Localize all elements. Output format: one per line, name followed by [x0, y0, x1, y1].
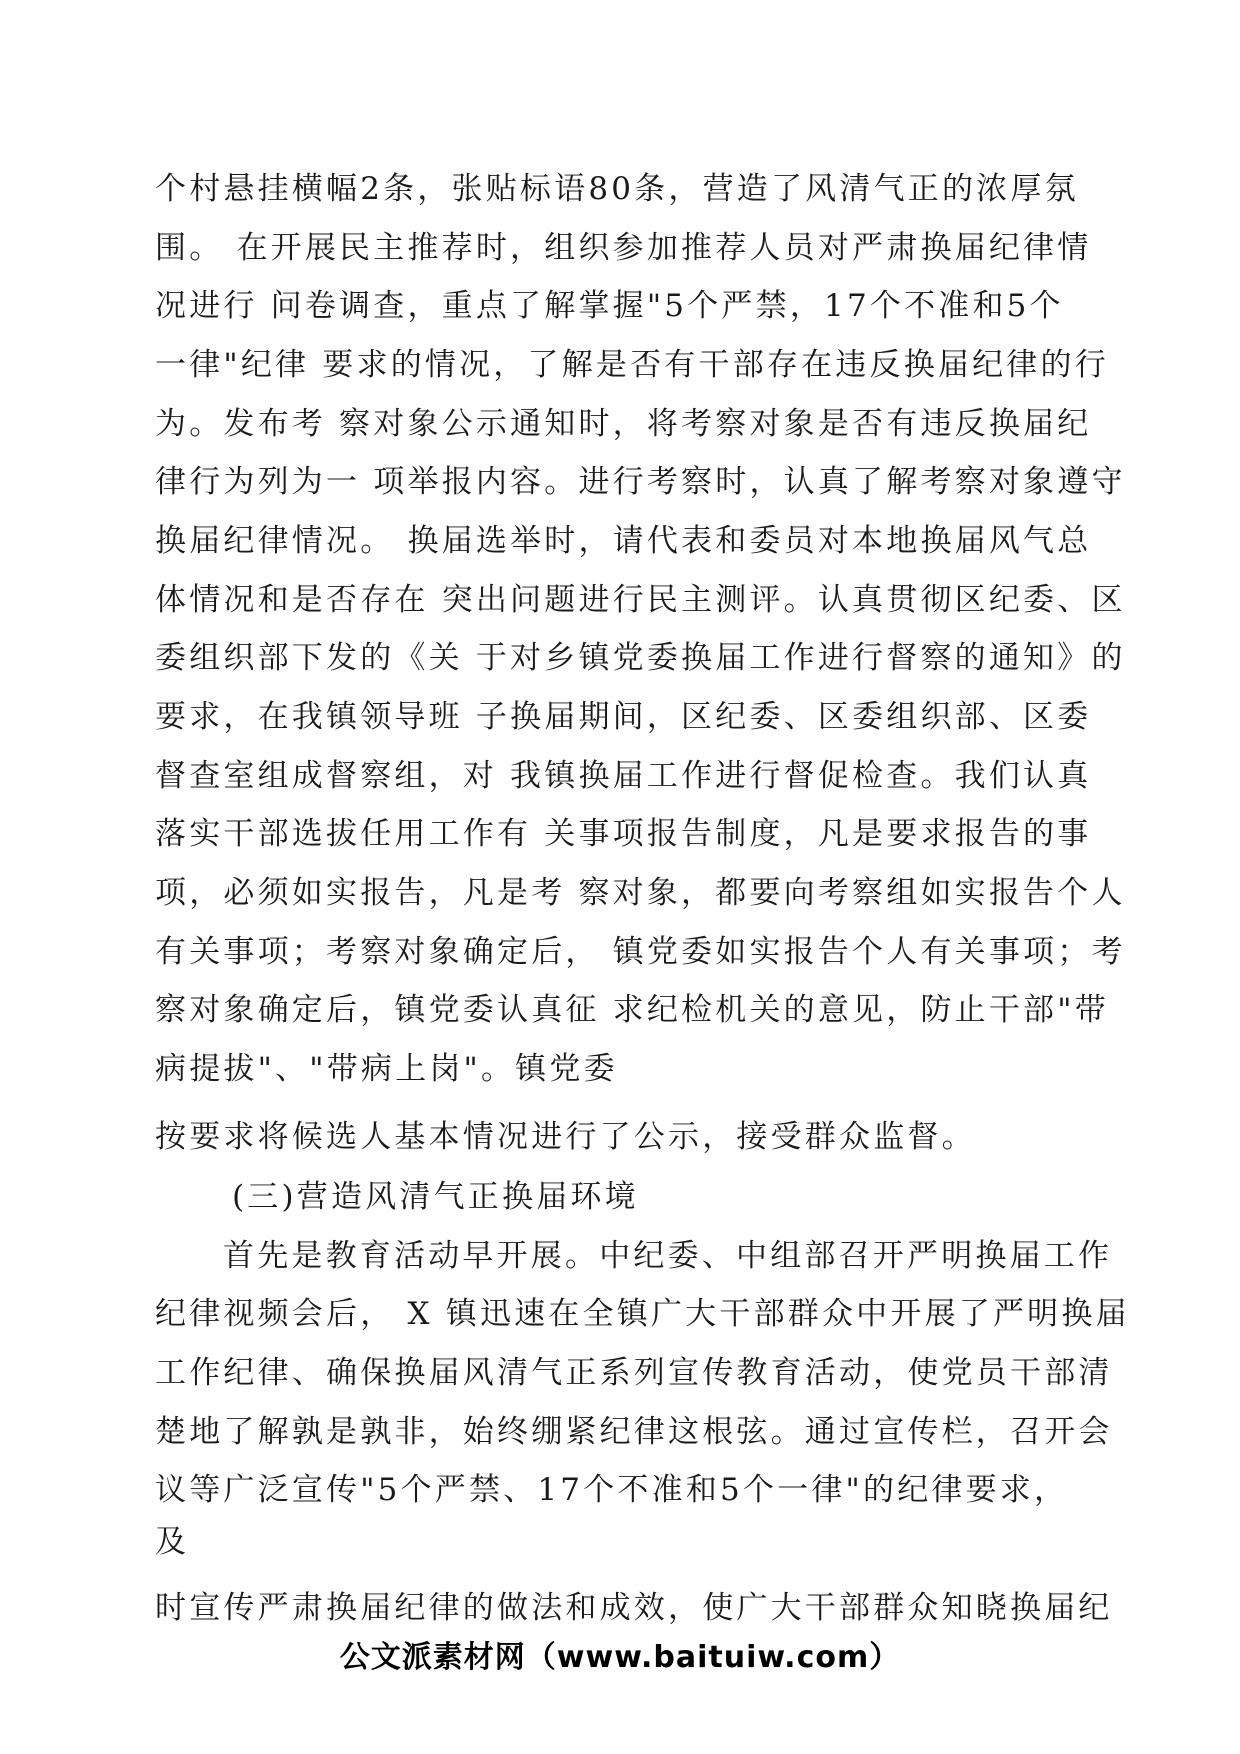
body-line-20: 纪律视频会后， X 镇迅速在全镇广大干部群众中开展了严明换届 — [155, 1296, 1130, 1332]
footer-watermark: 公文派素材网（www.baituiw.com） — [339, 1640, 901, 1675]
body-line-2: 围。 在开展民主推荐时，组织参加推荐人员对严肃换届纪律情 — [155, 230, 1092, 266]
section-heading: (三)营造风清气正换届环境 — [232, 1179, 639, 1215]
body-line-17: 按要求将候选人基本情况进行了公示，接受群众监督。 — [155, 1119, 976, 1155]
body-line-22: 楚地了解孰是孰非，始终绷紧纪律这根弦。通过宣传栏，召开会 — [155, 1414, 1113, 1450]
body-line-6: 律行为列为一 项举报内容。进行考察时，认真了解考察对象遵守 — [155, 464, 1126, 500]
body-line-16: 病提拔"、"带病上岗"。镇党委 — [155, 1051, 618, 1087]
body-line-5: 为。发布考 察对象公示通知时，将考察对象是否有违反换届纪 — [155, 406, 1092, 442]
body-line-9: 委组织部下发的《关 于对乡镇党委换届工作进行督察的通知》的 — [155, 640, 1126, 676]
body-line-7: 换届纪律情况。 换届选举时，请代表和委员对本地换届风气总 — [155, 523, 1092, 559]
body-line-8: 体情况和是否存在 突出问题进行民主测评。认真贯彻区纪委、区 — [155, 582, 1126, 618]
body-line-23: 议等广泛宣传"5个严禁、17个不准和5个一律"的纪律要求， — [155, 1472, 1069, 1508]
body-line-21: 工作纪律、确保换届风清气正系列宣传教育活动，使党员干部清 — [155, 1355, 1113, 1391]
body-line-1: 个村悬挂横幅2条，张贴标语80条，营造了风清气正的浓厚氛 — [155, 171, 1079, 207]
body-line-3: 况进行 问卷调查，重点了解掌握"5个严禁，17个不准和5个 — [155, 288, 1064, 324]
body-line-14: 有关事项；考察对象确定后， 镇党委如实报告个人有关事项；考 — [155, 934, 1126, 970]
body-line-13: 项，必须如实报告，凡是考 察对象，都要向考察组如实报告个人 — [155, 875, 1126, 911]
body-line-4: 一律"纪律 要求的情况，了解是否有干部存在违反换届纪律的行 — [155, 347, 1109, 383]
body-line-10: 要求，在我镇领导班 子换届期间，区纪委、区委组织部、区委 — [155, 699, 1092, 735]
body-line-15: 察对象确定后，镇党委认真征 求纪检机关的意见，防止干部"带 — [155, 992, 1109, 1028]
body-line-24: 及 — [155, 1524, 190, 1560]
body-line-11: 督查室组成督察组，对 我镇换届工作进行督促检查。我们认真 — [155, 758, 1092, 794]
body-line-25: 时宣传严肃换届纪律的做法和成效，使广大干部群众知晓换届纪 — [155, 1590, 1113, 1626]
body-line-12: 落实干部选拔任用工作有 关事项报告制度，凡是要求报告的事 — [155, 816, 1092, 852]
body-line-19: 首先是教育活动早开展。中纪委、中组部召开严明换届工作 — [223, 1238, 1113, 1274]
